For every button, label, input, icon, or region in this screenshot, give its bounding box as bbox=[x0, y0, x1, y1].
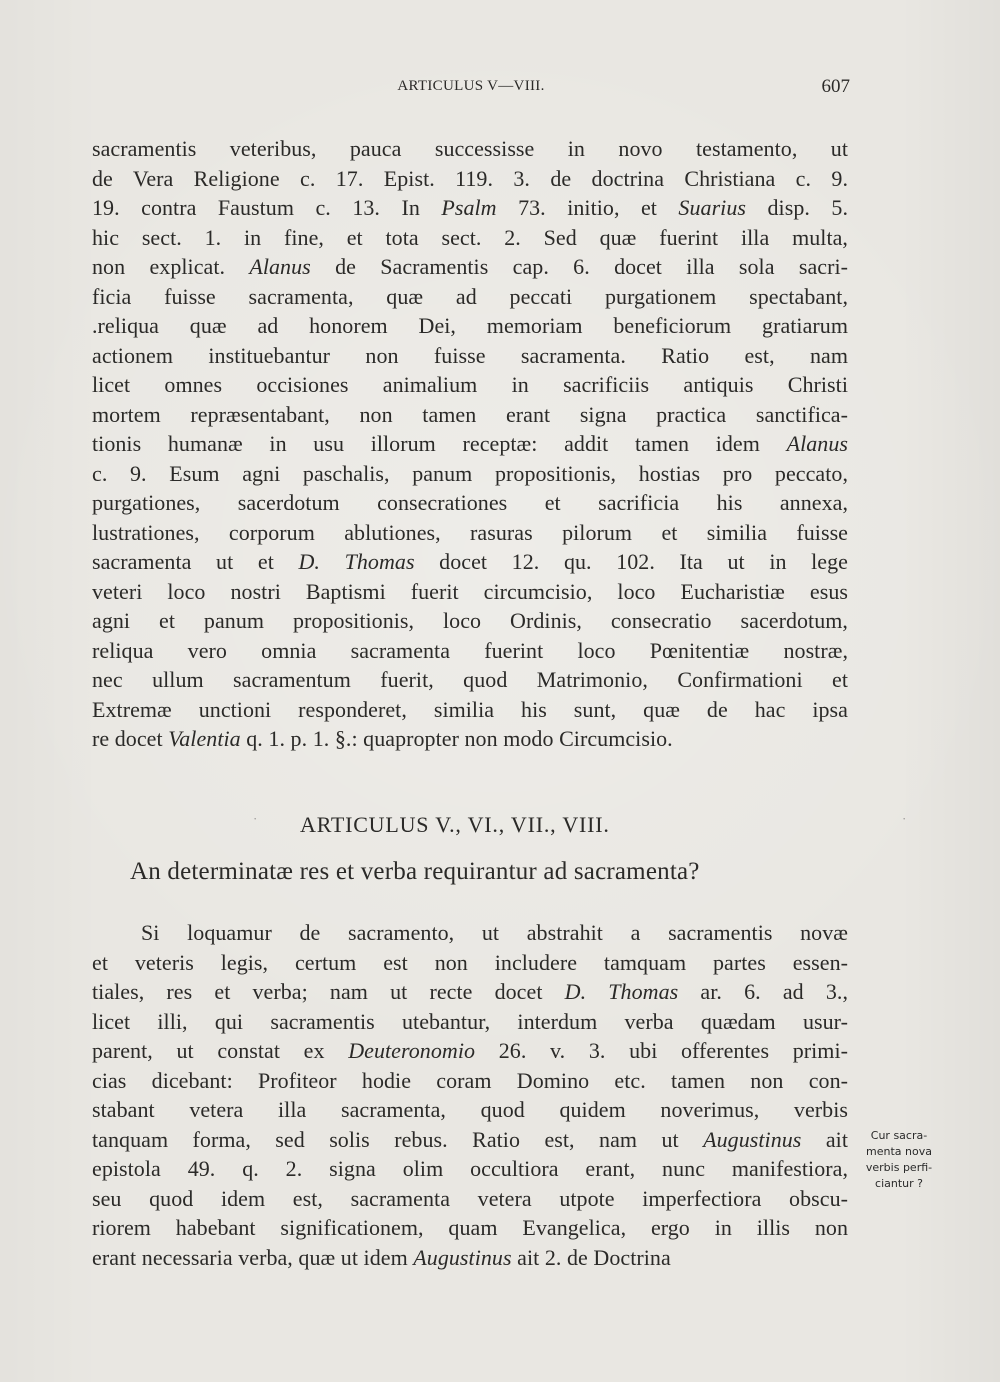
text-line bbox=[92, 1066, 848, 1096]
main-text-block bbox=[92, 134, 848, 754]
text-segment: ar. 6. ad 3., bbox=[678, 979, 849, 1004]
text-segment: agni et panum propositionis, loco Ordinis, consecratio sacerdotum, bbox=[92, 608, 848, 633]
text-line bbox=[92, 948, 848, 978]
italic-reference: D. Thomas bbox=[564, 979, 679, 1004]
text-line bbox=[92, 1184, 848, 1214]
text-segment: 73. initio, et bbox=[496, 195, 679, 220]
article-title: ARTICULUS V., VI., VII., VIII. bbox=[300, 812, 610, 837]
text-line bbox=[92, 1154, 848, 1184]
article-text-block bbox=[92, 918, 848, 1272]
text-segment: docet 12. qu. 102. Ita ut in lege bbox=[414, 549, 848, 574]
text-segment: ait bbox=[801, 1126, 848, 1152]
text-segment: licet omnes occisiones animalium in sacrificiis antiquis Christi bbox=[92, 372, 848, 397]
text-line bbox=[92, 695, 848, 725]
text-segment: epistola 49. q. 2. signa olim occultiora erant, nunc manifestiora, bbox=[92, 1156, 848, 1181]
text-segment: q. 1. p. 1. §.: quapropter non modo Circumcisio. bbox=[240, 726, 673, 751]
italic-reference: Deuteronomio bbox=[348, 1038, 476, 1063]
faint-dot-mark: · bbox=[253, 811, 258, 826]
text-line bbox=[92, 370, 848, 400]
text-segment: riorem habebant significationem, quam Evangelica, ergo in illis non bbox=[92, 1215, 848, 1240]
text-segment: disp. 5. bbox=[746, 195, 848, 220]
text-line bbox=[92, 636, 848, 666]
text-line bbox=[92, 1213, 848, 1243]
text-line bbox=[92, 459, 848, 489]
margin-note-line: ciantur ? bbox=[875, 1177, 923, 1190]
text-segment: 26. v. 3. ubi offerentes primi- bbox=[475, 1038, 849, 1063]
text-segment: ait 2. de Doctrina bbox=[511, 1244, 671, 1270]
text-line bbox=[92, 724, 848, 754]
page-header bbox=[92, 78, 850, 102]
text-segment: purgationes, sacerdotum consecrationes et sacrificia his annexa, bbox=[92, 490, 848, 515]
text-segment: parent, ut constat ex bbox=[92, 1038, 349, 1063]
text-line bbox=[92, 429, 848, 459]
text-segment: lustrationes, corporum ablutiones, rasuras pilorum et similia fuisse bbox=[92, 519, 848, 545]
text-line bbox=[92, 311, 848, 341]
text-line bbox=[92, 164, 848, 194]
italic-reference: Alanus bbox=[249, 254, 311, 279]
italic-reference: Augustinus bbox=[703, 1126, 802, 1152]
text-line bbox=[92, 547, 848, 577]
text-segment: reliqua vero omnia sacramenta fuerint loco Pœnitentiæ nostræ, bbox=[92, 637, 848, 663]
text-segment: hic sect. 1. in fine, et tota sect. 2. Sed quæ fuerint illa multa, bbox=[92, 224, 848, 250]
faint-dot-mark: · bbox=[902, 811, 907, 826]
text-line bbox=[92, 1095, 848, 1125]
text-line bbox=[92, 518, 848, 548]
text-line bbox=[92, 282, 848, 312]
text-segment: .reliqua quæ ad honorem Dei, memoriam beneficiorum gratiarum bbox=[92, 313, 848, 338]
running-head: ARTICULUS V—VIII. bbox=[397, 78, 545, 94]
margin-note-line: Cur sacra- bbox=[870, 1129, 928, 1142]
page-number: 607 bbox=[821, 76, 850, 97]
italic-reference: D. Thomas bbox=[298, 549, 415, 574]
text-line bbox=[92, 223, 848, 253]
text-line bbox=[92, 134, 848, 164]
text-line bbox=[92, 252, 848, 282]
text-segment: tanquam forma, sed solis rebus. Ratio est, nam ut bbox=[92, 1126, 704, 1152]
article-question: An determinatæ res et verba requirantur ad sacramenta? bbox=[130, 858, 700, 885]
text-segment: c. 9. Esum agni paschalis, panum propositionis, hostias pro peccato, bbox=[92, 460, 848, 486]
text-segment: de Vera Religione c. 17. Epist. 119. 3. de doctrina Christiana c. 9. bbox=[92, 165, 848, 191]
text-segment: de Sacramentis cap. 6. docet illa sola sacri- bbox=[310, 254, 848, 279]
text-segment: cias dicebant: Profiteor hodie coram Domino etc. tamen non con- bbox=[92, 1067, 848, 1093]
text-line bbox=[92, 1036, 848, 1066]
text-segment: mortem repræsentabant, non tamen erant signa practica sanctifica- bbox=[92, 401, 848, 427]
italic-reference: Valentia bbox=[168, 726, 241, 751]
text-segment: non explicat. bbox=[92, 254, 250, 279]
text-line bbox=[92, 341, 848, 371]
margin-note-line: menta nova bbox=[866, 1145, 932, 1158]
text-line bbox=[92, 918, 848, 948]
text-segment: licet illi, qui sacramentis utebantur, interdum verba quædam usur- bbox=[92, 1008, 848, 1034]
text-line bbox=[92, 1125, 848, 1155]
text-segment: re docet bbox=[92, 726, 169, 751]
text-line bbox=[92, 665, 848, 695]
text-segment: ficia fuisse sacramenta, quæ ad peccati purgationem spectabant, bbox=[92, 283, 848, 309]
text-line bbox=[92, 577, 848, 607]
text-segment: sacramenta ut et bbox=[92, 549, 299, 574]
text-segment: tionis humanæ in usu illorum receptæ: addit tamen idem bbox=[92, 431, 787, 456]
italic-reference: Psalm bbox=[441, 195, 497, 220]
text-segment: tiales, res et verba; nam ut recte docet bbox=[92, 979, 565, 1004]
text-line bbox=[92, 977, 848, 1007]
text-segment: actionem instituebantur non fuisse sacramenta. Ratio est, nam bbox=[92, 342, 848, 368]
text-line bbox=[92, 488, 848, 518]
text-segment: stabant vetera illa sacramenta, quod quidem noverimus, verbis bbox=[92, 1097, 848, 1122]
margin-note-line: verbis perfi- bbox=[865, 1161, 933, 1174]
text-segment: et veteris legis, certum est non includere tamquam partes essen- bbox=[92, 949, 848, 975]
italic-reference: Suarius bbox=[678, 195, 747, 220]
text-line bbox=[92, 606, 848, 636]
italic-reference: Alanus bbox=[786, 431, 848, 456]
text-segment: erant necessaria verba, quæ ut idem bbox=[92, 1244, 414, 1270]
text-segment: Si loquamur de sacramento, ut abstrahit a sacramentis novæ bbox=[141, 920, 848, 945]
margin-note bbox=[858, 1128, 940, 1192]
text-line bbox=[92, 400, 848, 430]
text-segment: nec ullum sacramentum fuerit, quod Matrimonio, Confirmationi et bbox=[92, 667, 848, 692]
text-segment: 19. contra Faustum c. 13. In bbox=[92, 195, 442, 220]
text-line bbox=[92, 193, 848, 223]
text-segment: veteri loco nostri Baptismi fuerit circumcisio, loco Eucharistiæ esus bbox=[92, 578, 848, 604]
text-line bbox=[92, 1243, 848, 1273]
text-segment: seu quod idem est, sacramenta vetera utpote imperfectiora obscu- bbox=[92, 1185, 848, 1211]
text-segment: sacramentis veteribus, pauca successisse in novo testamento, ut bbox=[92, 136, 848, 161]
text-segment: Extremæ unctioni responderet, similia his sunt, quæ de hac ipsa bbox=[92, 696, 848, 722]
italic-reference: Augustinus bbox=[413, 1244, 512, 1270]
text-line bbox=[92, 1007, 848, 1037]
